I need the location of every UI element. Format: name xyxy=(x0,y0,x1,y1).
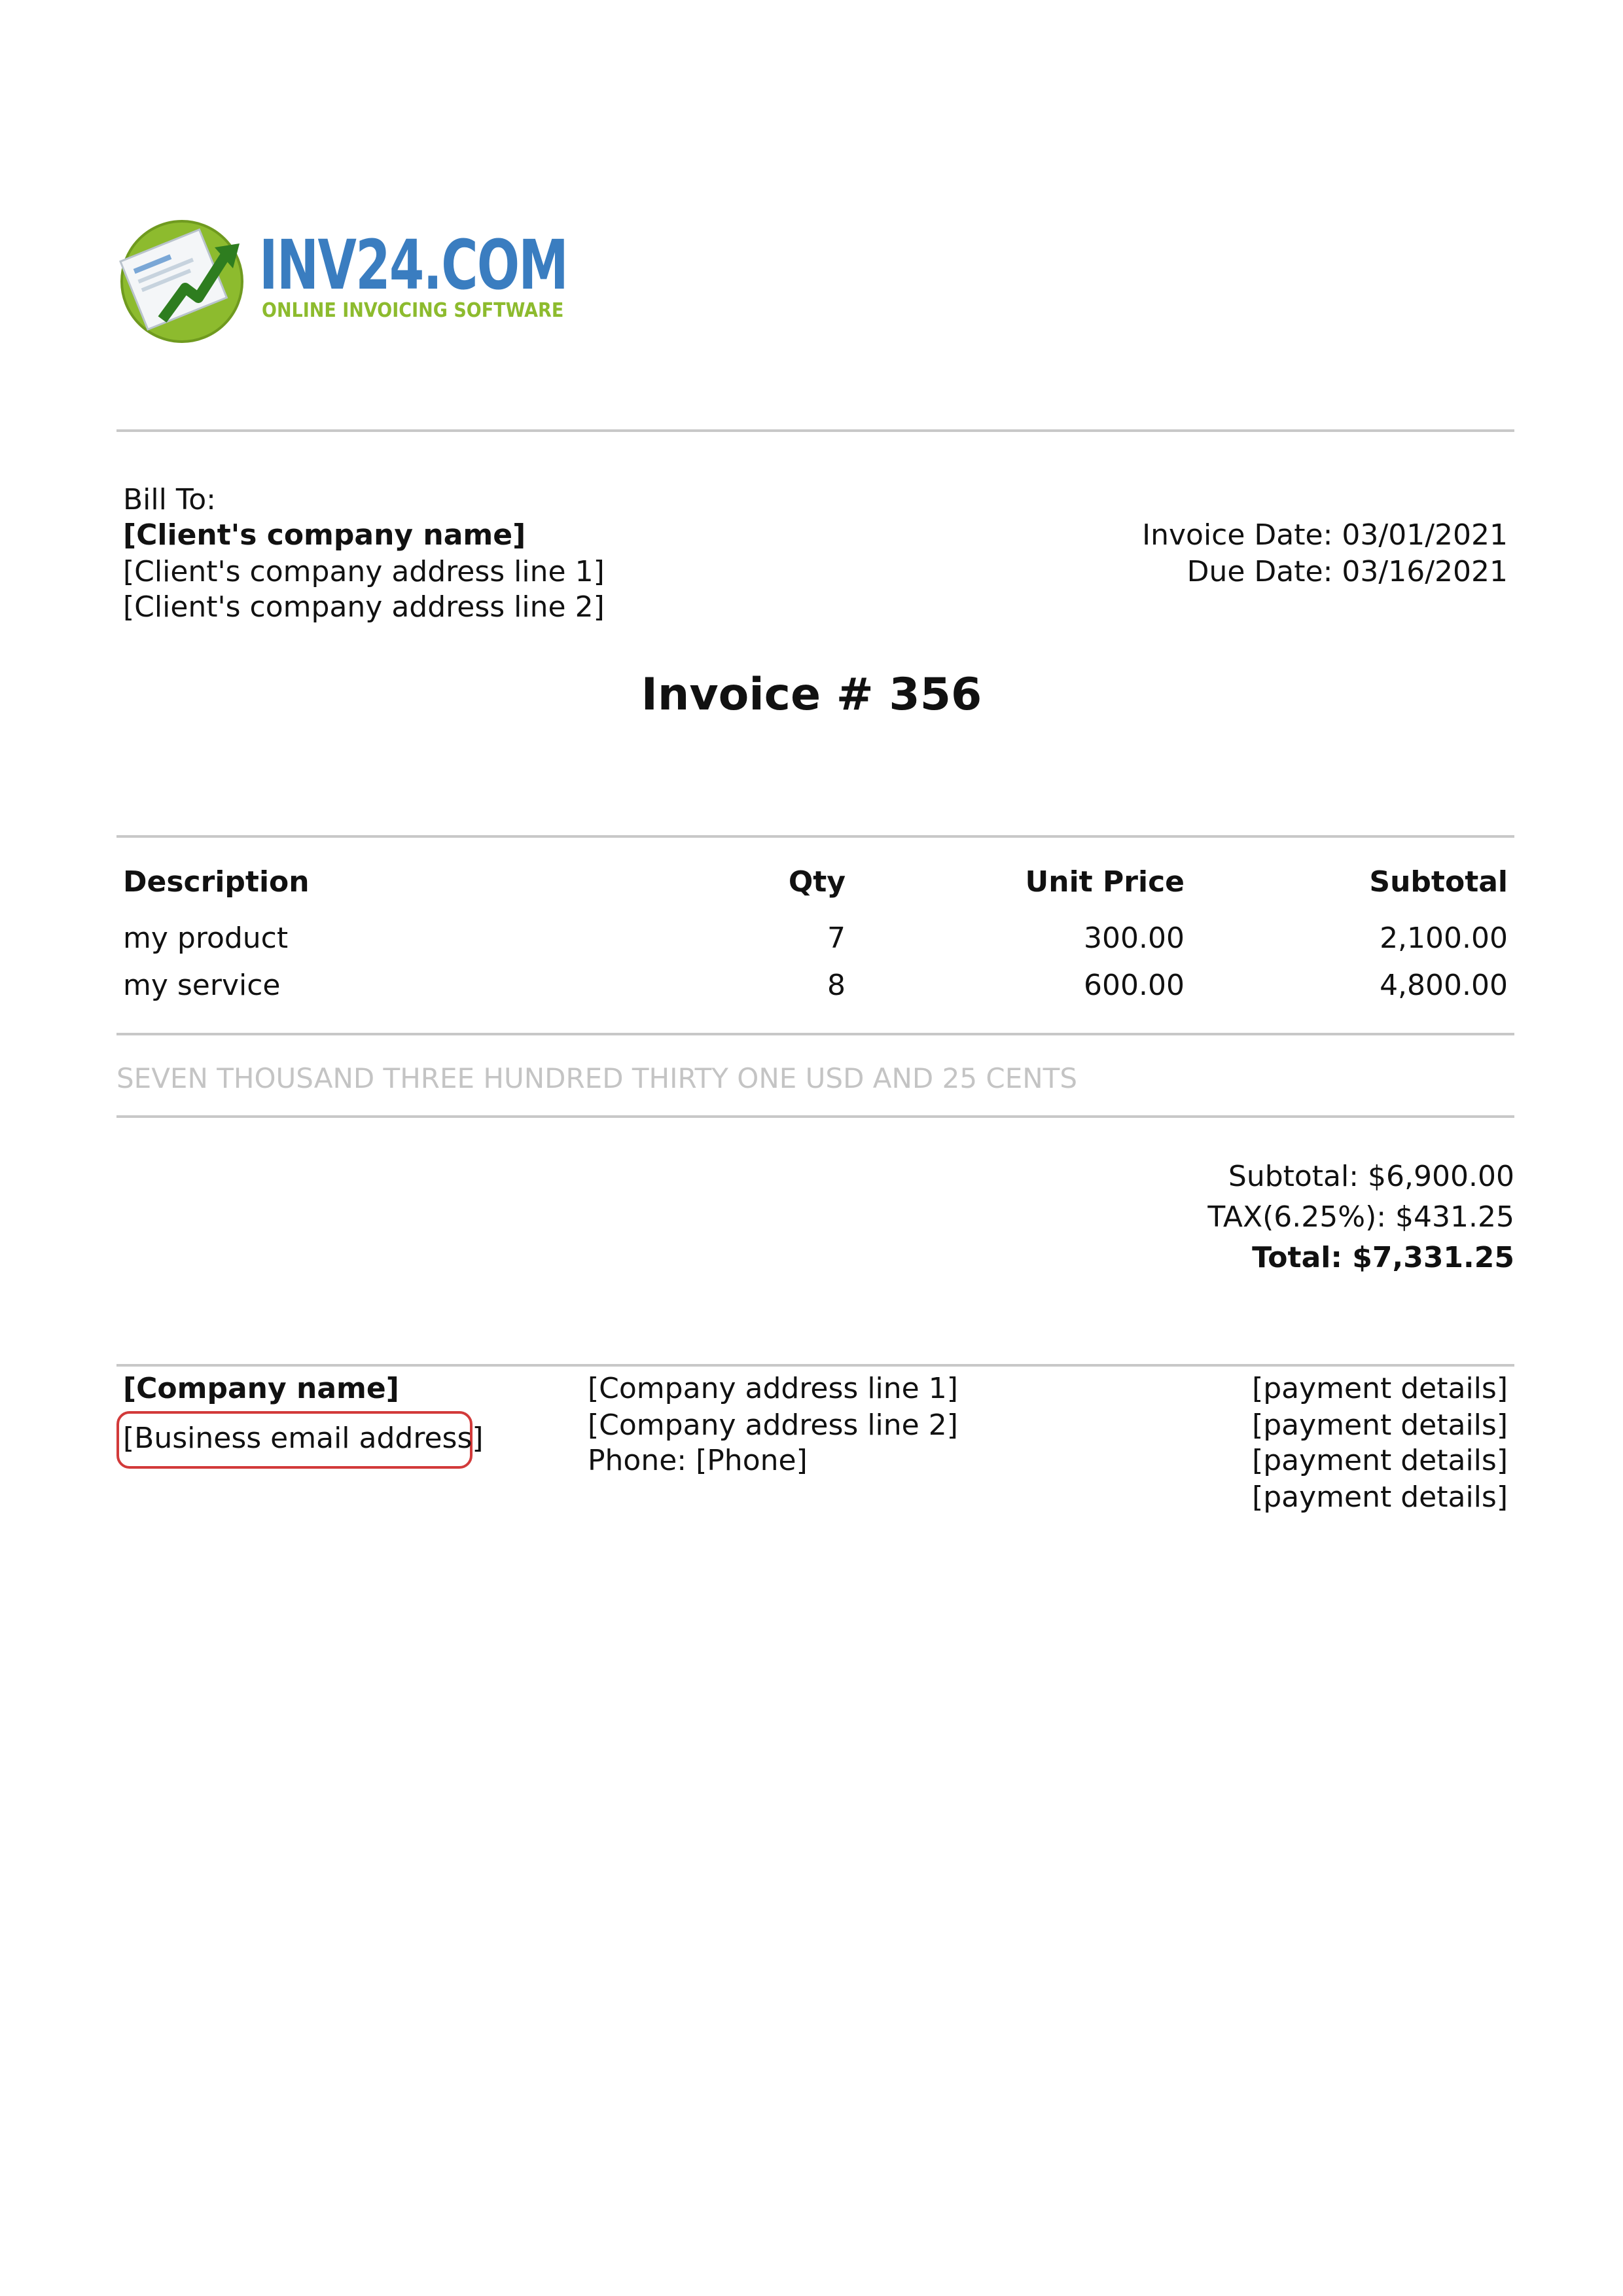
words-divider xyxy=(116,1115,1514,1118)
payment-details-2: [payment details] xyxy=(1252,1408,1508,1442)
row-1-unit-price: 300.00 xyxy=(1084,922,1185,955)
footer-phone: Phone: [Phone] xyxy=(588,1444,808,1477)
row-2-subtotal: 4,800.00 xyxy=(1380,969,1508,1002)
logo-wordmark: INV24.COM xyxy=(259,225,568,305)
row-2-unit-price: 600.00 xyxy=(1084,969,1185,1002)
client-company-name: [Client's company name] xyxy=(123,518,526,552)
column-header-description: Description xyxy=(123,865,310,899)
totals-subtotal: Subtotal: $6,900.00 xyxy=(1228,1160,1514,1193)
client-address-line-2: [Client's company address line 2] xyxy=(123,590,605,624)
totals-tax: TAX(6.25%): $431.25 xyxy=(1207,1200,1514,1234)
payment-details-3: [payment details] xyxy=(1252,1444,1508,1477)
amount-in-words: SEVEN THOUSAND THREE HUNDRED THIRTY ONE USD AND 25 CENTS xyxy=(116,1062,1077,1094)
row-1-subtotal: 2,100.00 xyxy=(1380,922,1508,955)
invoice-title: Invoice # 356 xyxy=(641,669,982,721)
footer-company-name: [Company name] xyxy=(123,1372,399,1405)
row-2-description: my service xyxy=(123,969,281,1002)
bill-to-label: Bill To: xyxy=(123,483,216,516)
row-1-qty: 7 xyxy=(827,922,846,955)
row-2-qty: 8 xyxy=(827,969,846,1002)
row-1-description: my product xyxy=(123,922,289,955)
column-header-unit-price: Unit Price xyxy=(1025,865,1185,899)
logo-emblem-icon xyxy=(116,209,254,347)
column-header-qty: Qty xyxy=(788,865,846,899)
client-address-line-1: [Client's company address line 1] xyxy=(123,555,605,588)
footer-address-line-2: [Company address line 2] xyxy=(588,1408,958,1442)
payment-details-4: [payment details] xyxy=(1252,1480,1508,1514)
header-divider xyxy=(116,429,1514,432)
footer-address-line-1: [Company address line 1] xyxy=(588,1372,958,1405)
totals-total: Total: $7,331.25 xyxy=(1252,1241,1514,1274)
footer-divider xyxy=(116,1364,1514,1367)
company-logo xyxy=(116,209,568,347)
column-header-subtotal: Subtotal xyxy=(1369,865,1508,899)
due-date: Due Date: 03/16/2021 xyxy=(1186,555,1508,588)
footer-business-email: [Business email address] xyxy=(123,1422,484,1455)
logo-tagline: ONLINE INVOICING SOFTWARE xyxy=(262,299,564,322)
table-bottom-divider xyxy=(116,1033,1514,1035)
table-top-divider xyxy=(116,835,1514,838)
invoice-date: Invoice Date: 03/01/2021 xyxy=(1142,518,1508,552)
payment-details-1: [payment details] xyxy=(1252,1372,1508,1405)
